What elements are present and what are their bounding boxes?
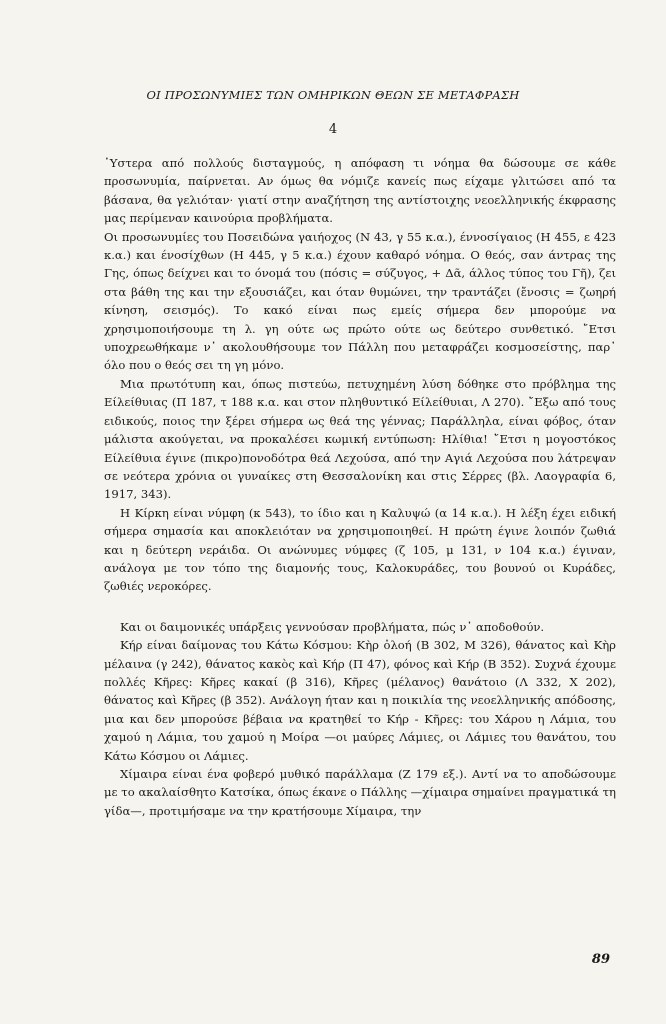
paragraph: Η Κίρκη είναι νύμφη (κ 543), το ίδιο και η Καλυψώ (α 14 κ.α.). Η λέξη έχει ειδική σήμερα σημασία και αποκλειόταν να χρησιμοποιηθεί. Η πρώτη έγινε λοιπόν ζωθιά και η δεύτερη νεράιδα. Οι ανώνυμες νύμφες (ζ 105, μ 131, ν 104 κ.α.) έγιναν, ανάλογα με τον τόπο της διαμονής τους, Καλοκυράδες, του βουνού οι Κυράδες, ζωθιές νεροκόρες. [104,505,616,594]
paragraph: Οι προσωνυμίες του Ποσειδώνα γαιήοχος (Ν 43, γ 55 κ.α.), έννοσίγαιος (Η 455, ε 423 κ.α.) και ένοσίχθων (Η 445, γ 5 κ.α.) έχουν καθαρό νόημα. Ο θεός, σαν άντρας της Γης, όπως δείχνει και το όνομά του (πόσις = σύζυγος, + Δᾶ, άλλος τύπος του Γῆ), ζει στα βάθη της και την εξουσιάζει, και όταν θυμώνει, την τραντάζει (ἔνοσις = ζωηρή κίνηση, σεισμός). Το κακό είναι πως εμείς σήμερα δεν μπορούμε να χρησιμοποιήσουμε τη λ. γη ούτε ως πρώτο ούτε ως δεύτερο συνθετικό. ῎Ετσι υποχρεωθήκαμε ν᾽ ακολουθήσουμε τον Πάλλη που μεταφράζει κοσμοσείστης, παρ᾽ όλο που ο θεός σει τη γη μόνο. [104,229,616,373]
paragraph: Και οι δαιμονικές υπάρξεις γεννούσαν προβλήματα, πώς ν᾽ αποδοθούν. [120,619,545,634]
paragraph: Μια πρωτότυπη και, όπως πιστεύω, πετυχημένη λύση δόθηκε στο πρόβλημα της Είλείθυιας (Π 187, τ 188 κ.α. και στον πληθυντικό Είλείθυιαι, Λ 270). ῎Εξω από τους ειδικούς, ποιος την ξέρει σήμερα ως θεά της γέννας; Παράλληλα, είναι φόβος, όταν μάλιστα ακούγεται, να προκαλέσει κωμική εντύπωση: Ηλίθια! ῎Ετσι η μογοστόκος Είλείθυια έγινε (πικρο)πονοδότρα θεά Λεχούσα, από την Αγιά Λεχούσα που λάτρεψαν σε νεότερα χρόνια οι γυναίκες στη Θεσσαλονίκη και στις Σέρρες (βλ. Λαογραφία 6, 1917, 343). [104,376,616,502]
paragraph: Κήρ είναι δαίμονας του Κάτω Κόσμου: Κὴρ ὀλοή (Β 302, Μ 326), θάνατος καὶ Κὴρ μέλαινα (γ 242), θάνατος κακὸς καὶ Κήρ (Π 47), φόνος καὶ Κήρ (Β 352). Συχνά έχουμε πολλές Κῆρες: Κῆρες κακαί (β 316), Κῆρες (μέλανος) θανάτοιο (Λ 332, Χ 202), θάνατος καὶ Κῆρες (β 352). Ανάλογη ήταν και η ποικιλία της νεοελληνικής απόδοσης, μια και δεν μπορούσε βέβαια να κρατηθεί το Κήρ - Κῆρες: του Χάρου η Λάμια, του χαμού η Λάμια, του χαμού η Μοίρα —οι μαύρες Λάμιες, οι Λάμιες του θανάτου, του Κάτω Κόσμου οι Λάμιες. [104,638,616,763]
body-text [104,154,616,820]
paragraph: ῾Υστερα από πολλούς δισταγμούς, η απόφαση τι νόημα θα δώσουμε σε κάθε προσωνυμία, παίρνεται. Αν όμως θα νόμιζε κανείς πως είχαμε γλιτώσει από τα βάσανα, θα γελιόταν· γιατί στην αναζήτηση της αντίστοιχης νεοελληνικής έκφρασης μας περίμεναν καινούρια προβλήματα. [104,156,616,226]
paragraph: Χίμαιρα είναι ένα φοβερό μυθικό παράλλαμα (Ζ 179 εξ.). Αντί να το αποδώσουμε με το ακαλαίσθητο Κατσίκα, όπως έκανε ο Πάλλης —χίμαιρα σημαίνει πραγματικά τη γίδα—, προτιμήσαμε να την κρατήσουμε Χίμαιρα, την [104,767,616,818]
page-number: 89 [591,952,610,967]
running-head: ΟΙ ΠΡΟΣΩΝΥΜΙΕΣ ΤΩΝ ΟΜΗΡΙΚΩΝ ΘΕΩΝ ΣΕ ΜΕΤΑΦΡΑΣΗ [146,88,520,102]
section-gap [104,596,616,618]
section-number: 4 [328,122,338,137]
